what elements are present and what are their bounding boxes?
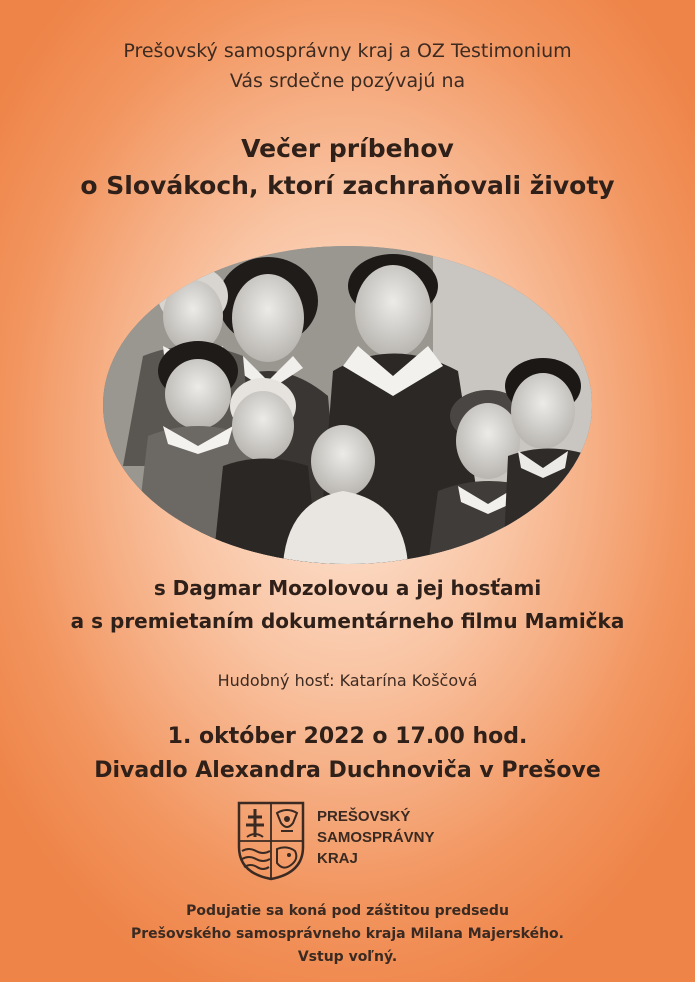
logo-line-1: PREŠOVSKÝ xyxy=(317,808,411,825)
coat-of-arms-icon xyxy=(237,801,305,881)
region-logo xyxy=(237,801,467,881)
event-details xyxy=(0,720,695,788)
footer-entry-free: Vstup voľný. xyxy=(297,949,398,965)
intro-line-invite: Vás srdečne pozývajú na xyxy=(229,70,466,92)
event-title xyxy=(0,130,695,204)
event-datetime: 1. október 2022 o 17.00 hod. xyxy=(167,724,528,749)
title-line-2: o Slovákoch, ktorí zachraňovali životy xyxy=(80,171,615,200)
guests-text xyxy=(0,572,695,638)
title-line-1: Večer príbehov xyxy=(241,134,454,163)
intro-line-organizers: Prešovský samosprávny kraj a OZ Testimonium xyxy=(123,40,572,62)
logo-text xyxy=(317,806,435,869)
intro-text xyxy=(0,36,695,96)
footer-line-1: Podujatie sa koná pod záštitou predsedu xyxy=(186,903,509,919)
event-venue: Divadlo Alexandra Duchnoviča v Prešove xyxy=(94,758,601,783)
family-photo xyxy=(103,246,592,564)
logo-line-3: KRAJ xyxy=(317,850,358,867)
guests-line-2: a s premietaním dokumentárneho filmu Mamička xyxy=(70,609,625,633)
logo-line-2: SAMOSPRÁVNY xyxy=(317,829,435,846)
guests-line-1: s Dagmar Mozolovou a jej hosťami xyxy=(153,576,542,600)
family-photo-illustration xyxy=(103,246,592,564)
footer-line-2: Prešovského samosprávneho kraja Milana Majerského. xyxy=(131,926,564,942)
music-guest: Hudobný hosť: Katarína Koščová xyxy=(217,671,478,690)
footer-text xyxy=(0,900,695,969)
